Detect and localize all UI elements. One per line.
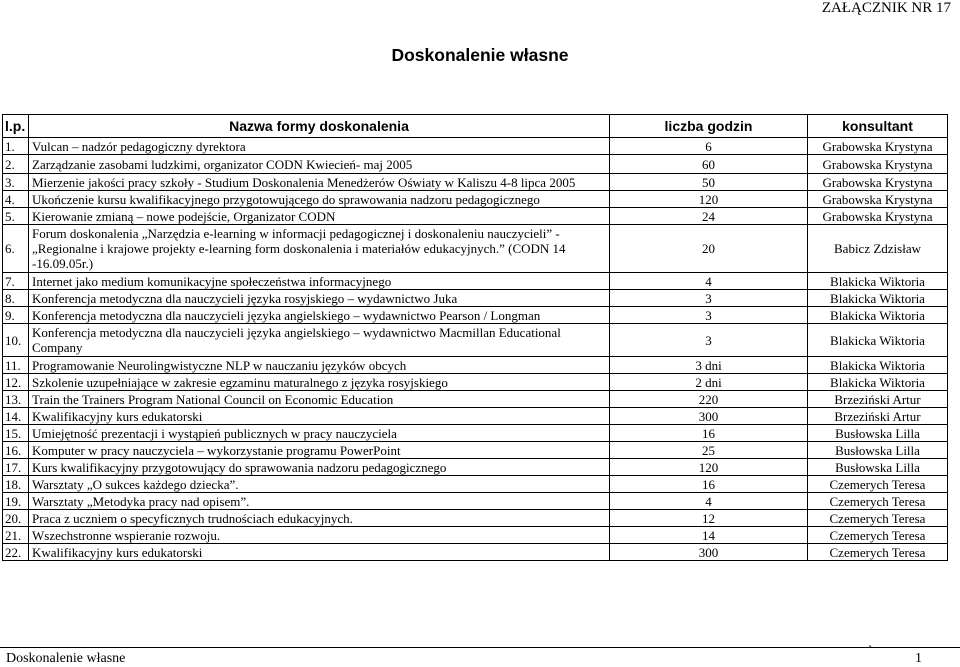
row-hours: 3 dni: [610, 357, 808, 374]
table-row: [3, 527, 948, 544]
row-consultant: Czemerych Teresa: [808, 493, 948, 510]
row-consultant: Grabowska Krystyna: [808, 174, 948, 191]
row-lp: 12.: [3, 374, 29, 391]
row-name: Warsztaty „Metodyka pracy nad opisem”.: [29, 493, 610, 510]
row-hours: 300: [610, 544, 808, 561]
row-hours: 24: [610, 208, 808, 225]
row-consultant: Czemerych Teresa: [808, 544, 948, 561]
row-name: Praca z uczniem o specyficznych trudnościach edukacyjnych.: [29, 510, 610, 527]
row-hours: 25: [610, 442, 808, 459]
row-name: Programowanie Neurolingwistyczne NLP w nauczaniu języków obcych: [29, 357, 610, 374]
row-consultant: Grabowska Krystyna: [808, 191, 948, 208]
row-name: Konferencja metodyczna dla nauczycieli języka rosyjskiego – wydawnictwo Juka: [29, 290, 610, 307]
row-hours: 4: [610, 493, 808, 510]
row-hours: 2 dni: [610, 374, 808, 391]
row-consultant: Grabowska Krystyna: [808, 138, 948, 155]
row-lp: 16.: [3, 442, 29, 459]
table-row: [3, 493, 948, 510]
row-name: Konferencja metodyczna dla nauczycieli języka angielskiego – wydawnictwo Macmillan Educational Company: [29, 324, 610, 357]
row-hours: 3: [610, 290, 808, 307]
row-hours: 3: [610, 324, 808, 357]
row-hours: 3: [610, 307, 808, 324]
row-consultant: Babicz Zdzisław: [808, 225, 948, 273]
row-name: Kierowanie zmianą – nowe podejście, Organizator CODN: [29, 208, 610, 225]
row-lp: 20.: [3, 510, 29, 527]
attachment-label: ZAŁĄCZNIK NR 17: [821, 0, 951, 16]
row-consultant: Brzeziński Artur: [808, 391, 948, 408]
row-hours: 60: [610, 155, 808, 174]
row-consultant: Blakicka Wiktoria: [808, 324, 948, 357]
table-header-row: [3, 115, 948, 138]
table-row: [3, 544, 948, 561]
row-hours: 14: [610, 527, 808, 544]
row-consultant: Brzeziński Artur: [808, 408, 948, 425]
row-name: Zarządzanie zasobami ludzkimi, organizator CODN Kwiecień- maj 2005: [29, 155, 610, 174]
row-lp: 19.: [3, 493, 29, 510]
row-consultant: Czemerych Teresa: [808, 527, 948, 544]
table-row: [3, 442, 948, 459]
table-row: [3, 408, 948, 425]
table-row: [3, 476, 948, 493]
row-lp: 17.: [3, 459, 29, 476]
table-row: [3, 174, 948, 191]
row-hours: 220: [610, 391, 808, 408]
row-name: Internet jako medium komunikacyjne społeczeństwa informacyjnego: [29, 273, 610, 290]
row-lp: 8.: [3, 290, 29, 307]
row-name: Forum doskonalenia „Narzędzia e-learning w informacji pedagogicznej i doskonaleniu nauczycieli” - „Regionalne i krajowe projekty e-learning form doskonalenia i materiałów edukacyjnych.” (CODN 14 -16.09.05r.): [29, 225, 610, 273]
row-lp: 15.: [3, 425, 29, 442]
table-row: [3, 374, 948, 391]
row-name: Mierzenie jakości pracy szkoły - Studium Doskonalenia Menedżerów Oświaty w Kaliszu 4-8 lipca 2005: [29, 174, 610, 191]
row-name: Train the Trainers Program National Council on Economic Education: [29, 391, 610, 408]
footer-divider: [0, 647, 960, 648]
row-name: Ukończenie kursu kwalifikacyjnego przygotowującego do sprawowania nadzoru pedagogicznego: [29, 191, 610, 208]
row-lp: 18.: [3, 476, 29, 493]
row-consultant: Busłowska Lilla: [808, 425, 948, 442]
table-row: [3, 273, 948, 290]
row-name: Wszechstronne wspieranie rozwoju.: [29, 527, 610, 544]
footer-title: Doskonalenie własne: [6, 651, 126, 666]
row-consultant: Blakicka Wiktoria: [808, 290, 948, 307]
page-title: Doskonalenie własne: [391, 45, 569, 65]
row-consultant: Blakicka Wiktoria: [808, 273, 948, 290]
row-lp: 3.: [3, 174, 29, 191]
row-lp: 14.: [3, 408, 29, 425]
row-lp: 11.: [3, 357, 29, 374]
row-consultant: Czemerych Teresa: [808, 476, 948, 493]
row-lp: 6.: [3, 225, 29, 273]
row-lp: 10.: [3, 324, 29, 357]
row-hours: 4: [610, 273, 808, 290]
training-table: [2, 114, 948, 561]
table-row: [3, 391, 948, 408]
row-hours: 20: [610, 225, 808, 273]
table-row: [3, 290, 948, 307]
table-row: [3, 425, 948, 442]
table-row: [3, 307, 948, 324]
row-name: Vulcan – nadzór pedagogiczny dyrektora: [29, 138, 610, 155]
header-consultant: konsultant: [808, 115, 948, 138]
table-row: [3, 191, 948, 208]
table-row: [3, 510, 948, 527]
row-lp: 9.: [3, 307, 29, 324]
page-number: 1: [915, 651, 922, 666]
row-hours: 50: [610, 174, 808, 191]
row-hours: 6: [610, 138, 808, 155]
table-row: [3, 208, 948, 225]
row-lp: 1.: [3, 138, 29, 155]
row-consultant: Czemerych Teresa: [808, 510, 948, 527]
row-consultant: Grabowska Krystyna: [808, 155, 948, 174]
row-consultant: Blakicka Wiktoria: [808, 357, 948, 374]
row-lp: 2.: [3, 155, 29, 174]
row-consultant: Busłowska Lilla: [808, 442, 948, 459]
table-row: [3, 357, 948, 374]
row-hours: 120: [610, 459, 808, 476]
row-consultant: Busłowska Lilla: [808, 459, 948, 476]
header-name: Nazwa formy doskonalenia: [29, 115, 610, 138]
row-name: Kwalifikacyjny kurs edukatorski: [29, 544, 610, 561]
header-lp: l.p.: [3, 115, 29, 138]
table-row: [3, 155, 948, 174]
row-consultant: Blakicka Wiktoria: [808, 374, 948, 391]
row-lp: 4.: [3, 191, 29, 208]
row-name: Kwalifikacyjny kurs edukatorski: [29, 408, 610, 425]
row-name: Warsztaty „O sukces każdego dziecka”.: [29, 476, 610, 493]
row-lp: 22.: [3, 544, 29, 561]
row-hours: 16: [610, 425, 808, 442]
row-lp: 5.: [3, 208, 29, 225]
row-hours: 12: [610, 510, 808, 527]
table-row: [3, 324, 948, 357]
footer-mark: `: [868, 644, 873, 659]
row-hours: 300: [610, 408, 808, 425]
row-name: Komputer w pracy nauczyciela – wykorzystanie programu PowerPoint: [29, 442, 610, 459]
header-hours: liczba godzin: [610, 115, 808, 138]
row-lp: 7.: [3, 273, 29, 290]
row-consultant: Grabowska Krystyna: [808, 208, 948, 225]
row-hours: 16: [610, 476, 808, 493]
row-lp: 13.: [3, 391, 29, 408]
row-lp: 21.: [3, 527, 29, 544]
row-name: Konferencja metodyczna dla nauczycieli języka angielskiego – wydawnictwo Pearson / Longman: [29, 307, 610, 324]
table-row: [3, 225, 948, 273]
row-name: Umiejętność prezentacji i wystąpień publicznych w pracy nauczyciela: [29, 425, 610, 442]
table-row: [3, 138, 948, 155]
table-row: [3, 459, 948, 476]
row-hours: 120: [610, 191, 808, 208]
row-consultant: Blakicka Wiktoria: [808, 307, 948, 324]
row-name: Kurs kwalifikacyjny przygotowujący do sprawowania nadzoru pedagogicznego: [29, 459, 610, 476]
row-name: Szkolenie uzupełniające w zakresie egzaminu maturalnego z języka rosyjskiego: [29, 374, 610, 391]
